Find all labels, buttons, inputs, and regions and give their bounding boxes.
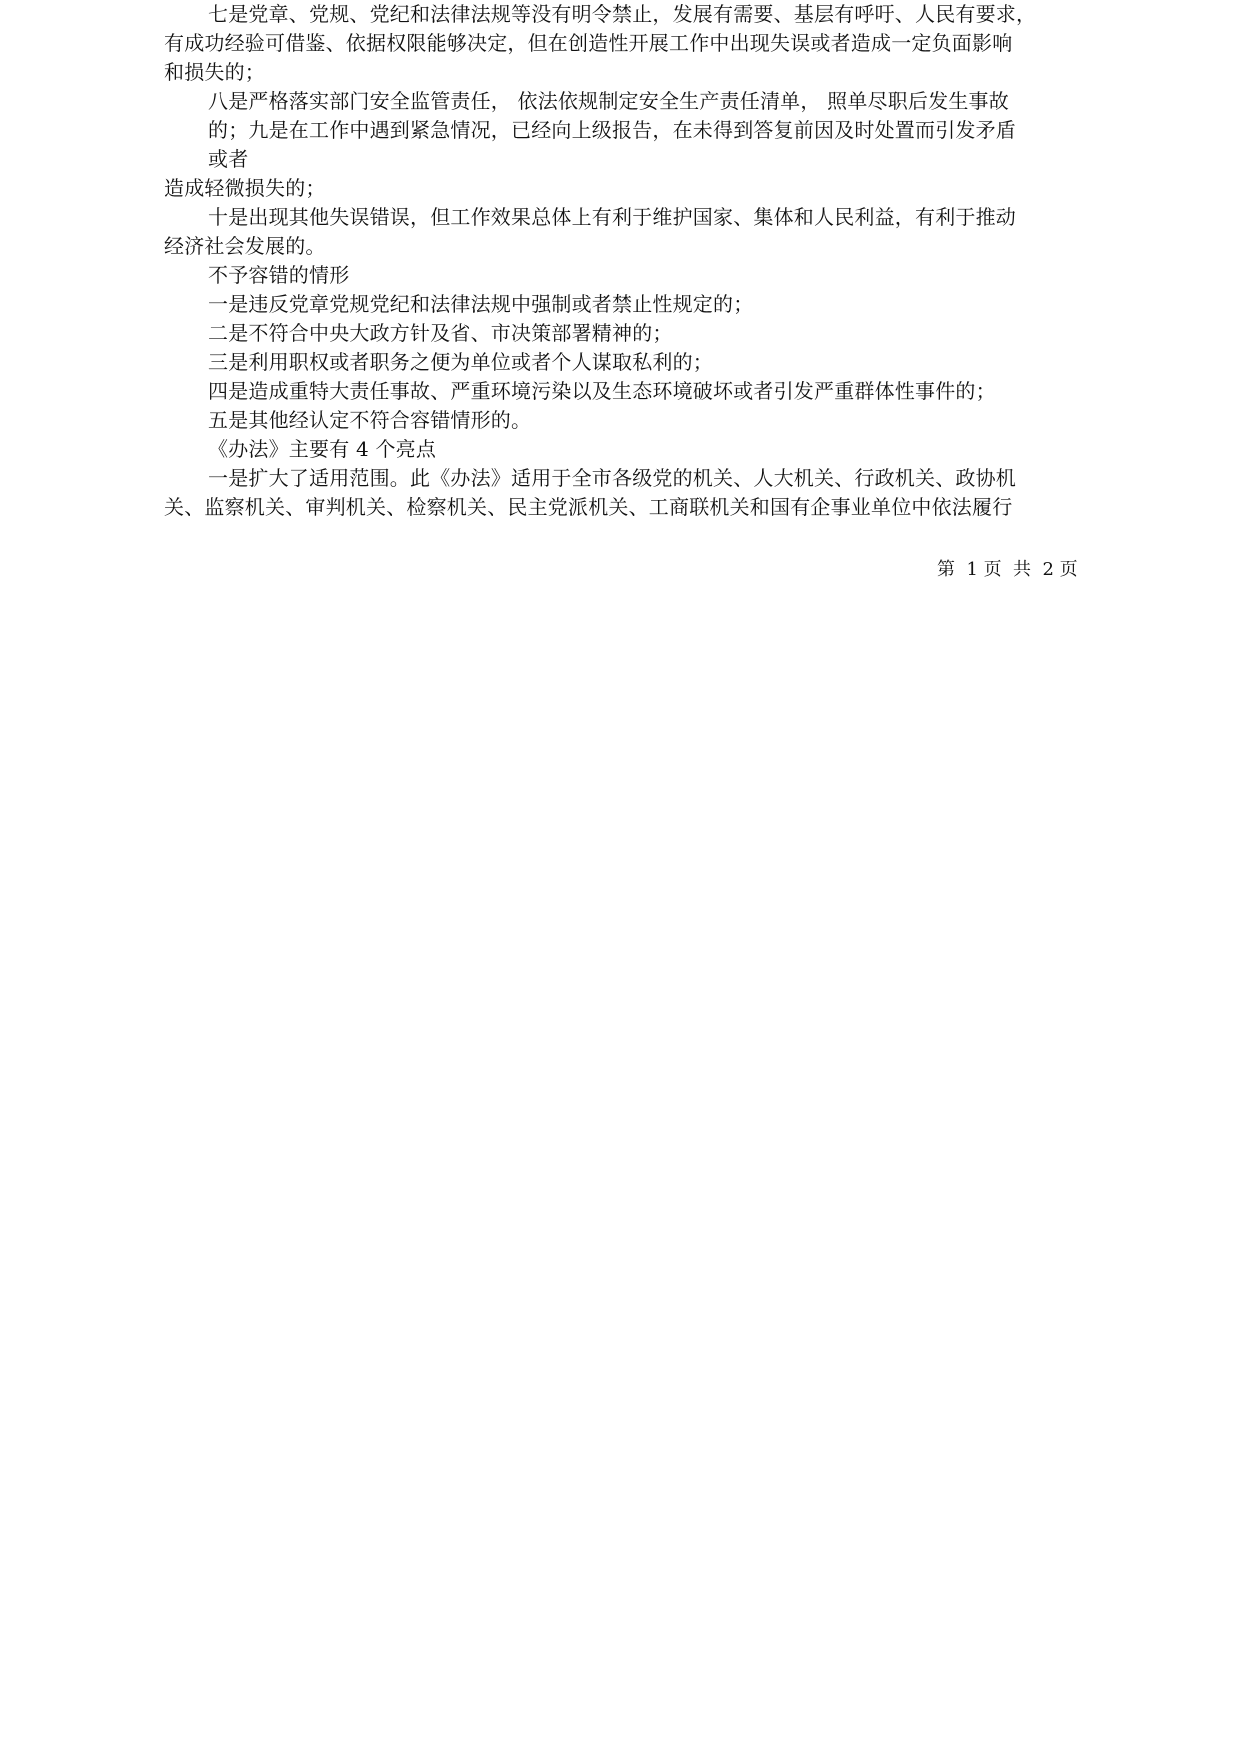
paragraph-line: 十是出现其他失误错误，但工作效果总体上有利于维护国家、集体和人民利益，有利于推动 <box>208 205 1016 229</box>
paragraph-line: 或者 <box>208 147 249 171</box>
paragraph-line: 一是违反党章党规党纪和法律法规中强制或者禁止性规定的； <box>208 292 754 316</box>
paragraph-line: 有成功经验可借鉴、依据权限能够决定，但在创造性开展工作中出现失误或者造成一定负面影响 <box>164 31 1013 55</box>
paragraph-line: 一是扩大了适用范围。此《办法》适用于全市各级党的机关、人大机关、行政机关、政协机 <box>208 466 1016 490</box>
paragraph-line: 经济社会发展的。 <box>164 234 326 258</box>
paragraph-line: 二是不符合中央大政方针及省、市决策部署精神的； <box>208 321 673 345</box>
paragraph-line: 四是造成重特大责任事故、严重环境污染以及生态环境破坏或者引发严重群体性事件的； <box>208 379 996 403</box>
paragraph-line: 造成轻微损失的； <box>164 176 326 200</box>
document-body <box>164 0 1084 522</box>
paragraph-line: 三是利用职权或者职务之便为单位或者个人谋取私利的； <box>208 350 713 374</box>
section-heading: 《办法》主要有 4 个亮点 <box>208 437 437 461</box>
paragraph-line: 的；九是在工作中遇到紧急情况，已经向上级报告，在未得到答复前因及时处置而引发矛盾 <box>208 118 1016 142</box>
paragraph-line: 八是严格落实部门安全监管责任， 依法依规制定安全生产责任清单， 照单尽职后发生事故 <box>208 89 1009 113</box>
paragraph-line: 七是党章、党规、党纪和法律法规等没有明令禁止，发展有需要、基层有呼吁、人民有要求， <box>208 2 1037 26</box>
paragraph-line: 和损失的； <box>164 60 265 84</box>
paragraph-line: 关、监察机关、审判机关、检察机关、民主党派机关、工商联机关和国有企事业单位中依法履行 <box>164 495 1013 519</box>
page-number: 第 1 页 共 2 页 <box>937 559 1078 580</box>
section-heading: 不予容错的情形 <box>208 263 350 287</box>
paragraph-line: 五是其他经认定不符合容错情形的。 <box>208 408 532 432</box>
